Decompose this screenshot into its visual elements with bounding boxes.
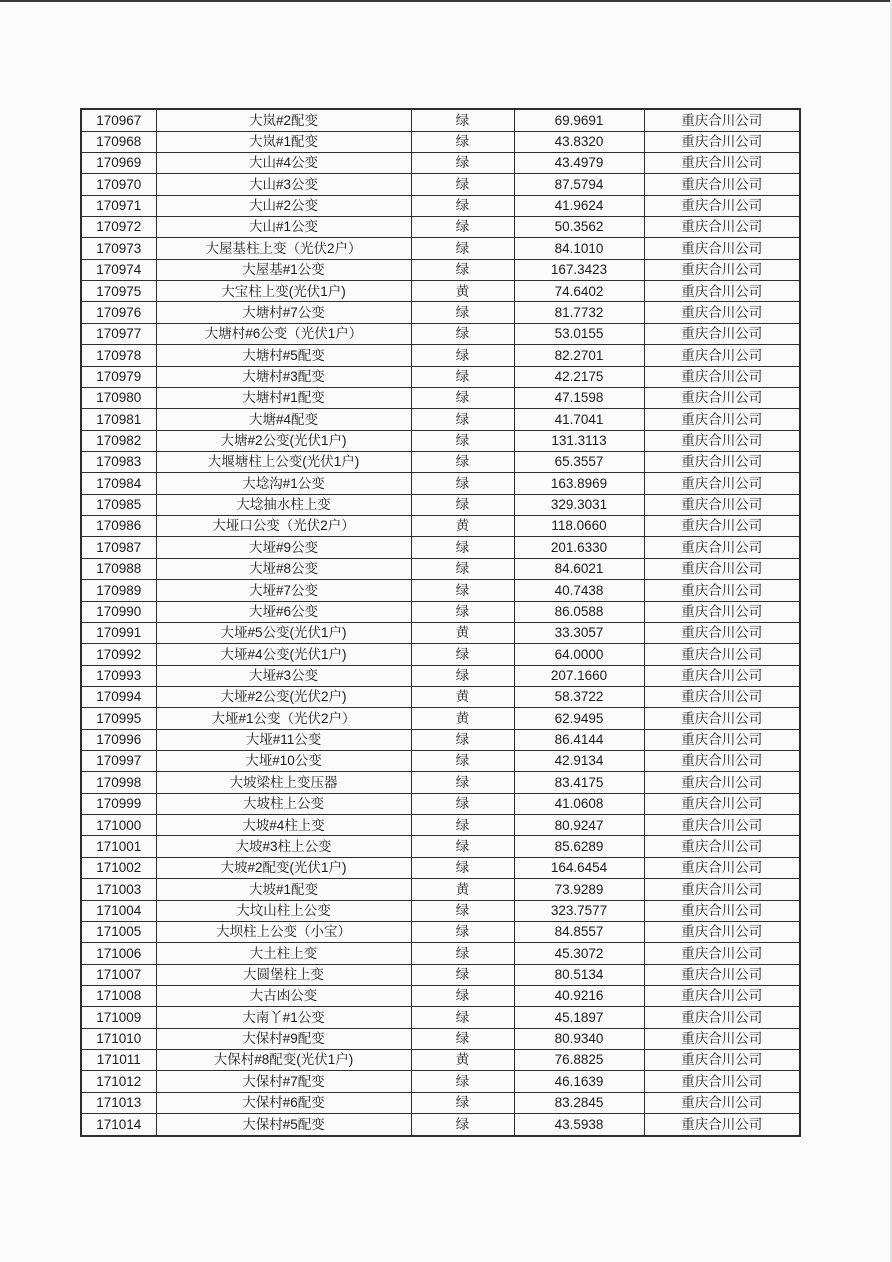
cell-company: 重庆合川公司 [644,1114,800,1136]
cell-name: 大垭#4公变(光伏1户) [156,644,411,665]
cell-name: 大坟山柱上公变 [156,900,411,921]
cell-company: 重庆合川公司 [644,622,800,643]
cell-status: 绿 [411,1114,514,1136]
cell-value: 43.5938 [514,1114,644,1136]
cell-id: 170986 [81,516,156,537]
cell-name: 大坡#3柱上公变 [156,836,411,857]
cell-status: 绿 [411,815,514,836]
cell-value: 40.7438 [514,580,644,601]
cell-id: 170993 [81,665,156,686]
table-row [81,751,800,772]
cell-name: 大圆堡柱上变 [156,964,411,985]
cell-status: 绿 [411,601,514,622]
cell-name: 大土柱上变 [156,943,411,964]
cell-id: 171004 [81,900,156,921]
cell-name: 大屋基柱上变（光伏2户） [156,238,411,259]
cell-company: 重庆合川公司 [644,857,800,878]
cell-id: 171009 [81,1007,156,1028]
cell-id: 170973 [81,238,156,259]
cell-value: 53.0155 [514,323,644,344]
cell-status: 绿 [411,558,514,579]
cell-id: 171002 [81,857,156,878]
cell-value: 80.5134 [514,964,644,985]
cell-value: 80.9247 [514,815,644,836]
cell-name: 大垭#11公变 [156,729,411,750]
cell-value: 83.2845 [514,1092,644,1113]
cell-company: 重庆合川公司 [644,323,800,344]
cell-value: 41.0608 [514,793,644,814]
cell-id: 170990 [81,601,156,622]
cell-company: 重庆合川公司 [644,1028,800,1049]
cell-status: 绿 [411,451,514,472]
cell-company: 重庆合川公司 [644,387,800,408]
cell-status: 黄 [411,622,514,643]
table-row [81,921,800,942]
cell-name: 大保村#7配变 [156,1071,411,1092]
cell-value: 83.4175 [514,772,644,793]
cell-company: 重庆合川公司 [644,451,800,472]
cell-id: 170971 [81,195,156,216]
table-row [81,451,800,472]
cell-name: 大塘村#3配变 [156,366,411,387]
table-row [81,708,800,729]
cell-status: 绿 [411,217,514,238]
cell-id: 170976 [81,302,156,323]
table-row [81,857,800,878]
cell-name: 大山#1公变 [156,217,411,238]
cell-status: 绿 [411,729,514,750]
cell-company: 重庆合川公司 [644,1092,800,1113]
cell-status: 绿 [411,473,514,494]
cell-name: 大垭#2公变(光伏2户) [156,686,411,707]
table-row [81,516,800,537]
cell-status: 绿 [411,836,514,857]
cell-company: 重庆合川公司 [644,943,800,964]
table-row [81,387,800,408]
cell-value: 42.2175 [514,366,644,387]
cell-status: 绿 [411,751,514,772]
cell-value: 329.3031 [514,494,644,515]
cell-value: 131.3113 [514,430,644,451]
cell-value: 163.8969 [514,473,644,494]
cell-id: 170968 [81,131,156,152]
cell-status: 绿 [411,665,514,686]
cell-id: 170979 [81,366,156,387]
cell-name: 大岚#2配变 [156,109,411,131]
cell-id: 171010 [81,1028,156,1049]
cell-value: 69.9691 [514,109,644,131]
cell-id: 170972 [81,217,156,238]
cell-status: 黄 [411,516,514,537]
cell-company: 重庆合川公司 [644,729,800,750]
cell-company: 重庆合川公司 [644,1071,800,1092]
cell-company: 重庆合川公司 [644,708,800,729]
cell-name: 大山#2公变 [156,195,411,216]
cell-name: 大垭#6公变 [156,601,411,622]
table-row [81,1028,800,1049]
cell-id: 170977 [81,323,156,344]
cell-id: 170970 [81,174,156,195]
cell-status: 绿 [411,109,514,131]
cell-status: 绿 [411,1071,514,1092]
cell-name: 大埝抽水柱上变 [156,494,411,515]
cell-company: 重庆合川公司 [644,473,800,494]
cell-status: 绿 [411,174,514,195]
cell-value: 81.7732 [514,302,644,323]
cell-name: 大垭#9公变 [156,537,411,558]
cell-value: 84.1010 [514,238,644,259]
cell-id: 170969 [81,152,156,173]
cell-id: 171011 [81,1050,156,1071]
cell-status: 绿 [411,152,514,173]
table-row [81,686,800,707]
cell-company: 重庆合川公司 [644,601,800,622]
cell-name: 大垭#3公变 [156,665,411,686]
cell-company: 重庆合川公司 [644,900,800,921]
cell-value: 80.9340 [514,1028,644,1049]
cell-company: 重庆合川公司 [644,494,800,515]
table-row [81,238,800,259]
cell-status: 绿 [411,302,514,323]
cell-id: 171014 [81,1114,156,1136]
table-row [81,174,800,195]
table-row [81,793,800,814]
cell-company: 重庆合川公司 [644,558,800,579]
table-body [81,109,800,1136]
cell-company: 重庆合川公司 [644,217,800,238]
cell-id: 171008 [81,985,156,1006]
table-row [81,815,800,836]
cell-company: 重庆合川公司 [644,580,800,601]
cell-id: 170994 [81,686,156,707]
cell-id: 170984 [81,473,156,494]
cell-value: 46.1639 [514,1071,644,1092]
table-row [81,195,800,216]
cell-status: 黄 [411,879,514,900]
cell-id: 170999 [81,793,156,814]
cell-value: 84.6021 [514,558,644,579]
cell-status: 绿 [411,131,514,152]
table-row [81,302,800,323]
cell-company: 重庆合川公司 [644,665,800,686]
cell-status: 绿 [411,387,514,408]
cell-id: 171007 [81,964,156,985]
cell-id: 171001 [81,836,156,857]
cell-value: 84.8557 [514,921,644,942]
cell-status: 绿 [411,772,514,793]
cell-company: 重庆合川公司 [644,516,800,537]
cell-status: 绿 [411,238,514,259]
table-row [81,131,800,152]
cell-value: 74.6402 [514,281,644,302]
table-row [81,537,800,558]
cell-company: 重庆合川公司 [644,430,800,451]
table-row [81,366,800,387]
table-row [81,900,800,921]
cell-status: 绿 [411,345,514,366]
cell-value: 201.6330 [514,537,644,558]
cell-value: 207.1660 [514,665,644,686]
table-row [81,430,800,451]
cell-name: 大塘村#1配变 [156,387,411,408]
cell-value: 41.9624 [514,195,644,216]
cell-status: 绿 [411,900,514,921]
cell-name: 大塘#4配变 [156,409,411,430]
table-row [81,323,800,344]
cell-status: 绿 [411,494,514,515]
cell-id: 171005 [81,921,156,942]
cell-id: 170988 [81,558,156,579]
cell-company: 重庆合川公司 [644,152,800,173]
cell-name: 大垭#7公变 [156,580,411,601]
cell-name: 大坡#4柱上变 [156,815,411,836]
cell-name: 大山#4公变 [156,152,411,173]
table-row [81,1071,800,1092]
table-row [81,665,800,686]
cell-name: 大岚#1配变 [156,131,411,152]
cell-name: 大垭#1公变（光伏2户） [156,708,411,729]
cell-name: 大垭口公变（光伏2户） [156,516,411,537]
table-row [81,964,800,985]
cell-company: 重庆合川公司 [644,174,800,195]
cell-status: 绿 [411,943,514,964]
cell-value: 50.3562 [514,217,644,238]
cell-id: 170974 [81,259,156,280]
cell-value: 45.3072 [514,943,644,964]
cell-value: 164.6454 [514,857,644,878]
cell-company: 重庆合川公司 [644,259,800,280]
cell-name: 大塘村#7公变 [156,302,411,323]
cell-company: 重庆合川公司 [644,686,800,707]
cell-name: 大保村#6配变 [156,1092,411,1113]
cell-name: 大塘村#5配变 [156,345,411,366]
cell-value: 82.2701 [514,345,644,366]
cell-value: 86.4144 [514,729,644,750]
cell-value: 41.7041 [514,409,644,430]
cell-company: 重庆合川公司 [644,366,800,387]
cell-value: 40.9216 [514,985,644,1006]
table-row [81,836,800,857]
table-row [81,494,800,515]
cell-company: 重庆合川公司 [644,131,800,152]
table-row [81,985,800,1006]
cell-company: 重庆合川公司 [644,302,800,323]
table-row [81,1114,800,1136]
table-row [81,772,800,793]
cell-value: 62.9495 [514,708,644,729]
cell-status: 绿 [411,857,514,878]
cell-value: 43.4979 [514,152,644,173]
cell-status: 绿 [411,1007,514,1028]
cell-value: 43.8320 [514,131,644,152]
cell-status: 黄 [411,686,514,707]
cell-company: 重庆合川公司 [644,1050,800,1071]
cell-value: 65.3557 [514,451,644,472]
cell-company: 重庆合川公司 [644,985,800,1006]
cell-status: 绿 [411,793,514,814]
cell-status: 绿 [411,964,514,985]
cell-name: 大山#3公变 [156,174,411,195]
cell-value: 58.3722 [514,686,644,707]
table-row [81,644,800,665]
cell-company: 重庆合川公司 [644,879,800,900]
cell-status: 绿 [411,366,514,387]
cell-name: 大垭#5公变(光伏1户) [156,622,411,643]
table-row [81,601,800,622]
cell-id: 170980 [81,387,156,408]
cell-id: 170989 [81,580,156,601]
cell-id: 170985 [81,494,156,515]
cell-name: 大垭#8公变 [156,558,411,579]
cell-name: 大坝柱上公变（小宝） [156,921,411,942]
table-row [81,1050,800,1071]
cell-value: 118.0660 [514,516,644,537]
cell-status: 黄 [411,708,514,729]
cell-name: 大坡梁柱上变压器 [156,772,411,793]
table-row [81,1092,800,1113]
cell-status: 绿 [411,195,514,216]
cell-company: 重庆合川公司 [644,195,800,216]
cell-name: 大宝柱上变(光伏1户) [156,281,411,302]
table-row [81,281,800,302]
cell-status: 黄 [411,1050,514,1071]
cell-id: 170975 [81,281,156,302]
cell-id: 170998 [81,772,156,793]
cell-id: 170992 [81,644,156,665]
cell-id: 170991 [81,622,156,643]
cell-id: 170983 [81,451,156,472]
cell-id: 171013 [81,1092,156,1113]
cell-name: 大堰塘柱上公变(光伏1户) [156,451,411,472]
cell-id: 170981 [81,409,156,430]
cell-name: 大坡#1配变 [156,879,411,900]
transformer-data-table [80,108,801,1137]
table-row [81,558,800,579]
cell-status: 绿 [411,985,514,1006]
cell-status: 绿 [411,537,514,558]
table-row [81,409,800,430]
cell-name: 大塘村#6公变（光伏1户） [156,323,411,344]
table-row [81,345,800,366]
cell-name: 大古凼公变 [156,985,411,1006]
cell-status: 绿 [411,921,514,942]
cell-status: 绿 [411,1092,514,1113]
table-row [81,729,800,750]
cell-id: 171006 [81,943,156,964]
cell-company: 重庆合川公司 [644,751,800,772]
cell-company: 重庆合川公司 [644,836,800,857]
cell-status: 绿 [411,259,514,280]
cell-company: 重庆合川公司 [644,921,800,942]
cell-id: 170982 [81,430,156,451]
cell-status: 绿 [411,644,514,665]
table-row [81,109,800,131]
cell-company: 重庆合川公司 [644,409,800,430]
cell-id: 170995 [81,708,156,729]
cell-name: 大塘#2公变(光伏1户) [156,430,411,451]
table-row [81,879,800,900]
table-row [81,943,800,964]
cell-company: 重庆合川公司 [644,281,800,302]
table-row [81,217,800,238]
table-row [81,152,800,173]
cell-id: 171012 [81,1071,156,1092]
cell-company: 重庆合川公司 [644,964,800,985]
cell-name: 大垭#10公变 [156,751,411,772]
cell-value: 33.3057 [514,622,644,643]
cell-status: 绿 [411,580,514,601]
table-row [81,473,800,494]
cell-company: 重庆合川公司 [644,238,800,259]
cell-id: 170997 [81,751,156,772]
table-row [81,622,800,643]
cell-id: 170987 [81,537,156,558]
cell-value: 86.0588 [514,601,644,622]
cell-company: 重庆合川公司 [644,537,800,558]
cell-status: 绿 [411,323,514,344]
cell-company: 重庆合川公司 [644,109,800,131]
table-row [81,259,800,280]
cell-id: 171000 [81,815,156,836]
table-row [81,1007,800,1028]
cell-value: 76.8825 [514,1050,644,1071]
cell-value: 47.1598 [514,387,644,408]
cell-value: 64.0000 [514,644,644,665]
cell-status: 绿 [411,430,514,451]
cell-value: 85.6289 [514,836,644,857]
cell-company: 重庆合川公司 [644,644,800,665]
cell-id: 170996 [81,729,156,750]
cell-value: 45.1897 [514,1007,644,1028]
cell-company: 重庆合川公司 [644,815,800,836]
cell-name: 大坡柱上公变 [156,793,411,814]
cell-name: 大屋基#1公变 [156,259,411,280]
cell-company: 重庆合川公司 [644,772,800,793]
cell-status: 绿 [411,1028,514,1049]
cell-company: 重庆合川公司 [644,1007,800,1028]
page-top-edge-line [0,0,892,2]
cell-status: 黄 [411,281,514,302]
cell-company: 重庆合川公司 [644,345,800,366]
cell-name: 大埝沟#1公变 [156,473,411,494]
cell-name: 大保村#9配变 [156,1028,411,1049]
cell-name: 大南丫#1公变 [156,1007,411,1028]
cell-company: 重庆合川公司 [644,793,800,814]
cell-value: 323.7577 [514,900,644,921]
cell-id: 171003 [81,879,156,900]
cell-name: 大保村#8配变(光伏1户) [156,1050,411,1071]
cell-status: 绿 [411,409,514,430]
cell-name: 大坡#2配变(光伏1户) [156,857,411,878]
cell-name: 大保村#5配变 [156,1114,411,1136]
cell-id: 170978 [81,345,156,366]
table-row [81,580,800,601]
cell-value: 167.3423 [514,259,644,280]
cell-value: 87.5794 [514,174,644,195]
cell-id: 170967 [81,109,156,131]
cell-value: 42.9134 [514,751,644,772]
cell-value: 73.9289 [514,879,644,900]
